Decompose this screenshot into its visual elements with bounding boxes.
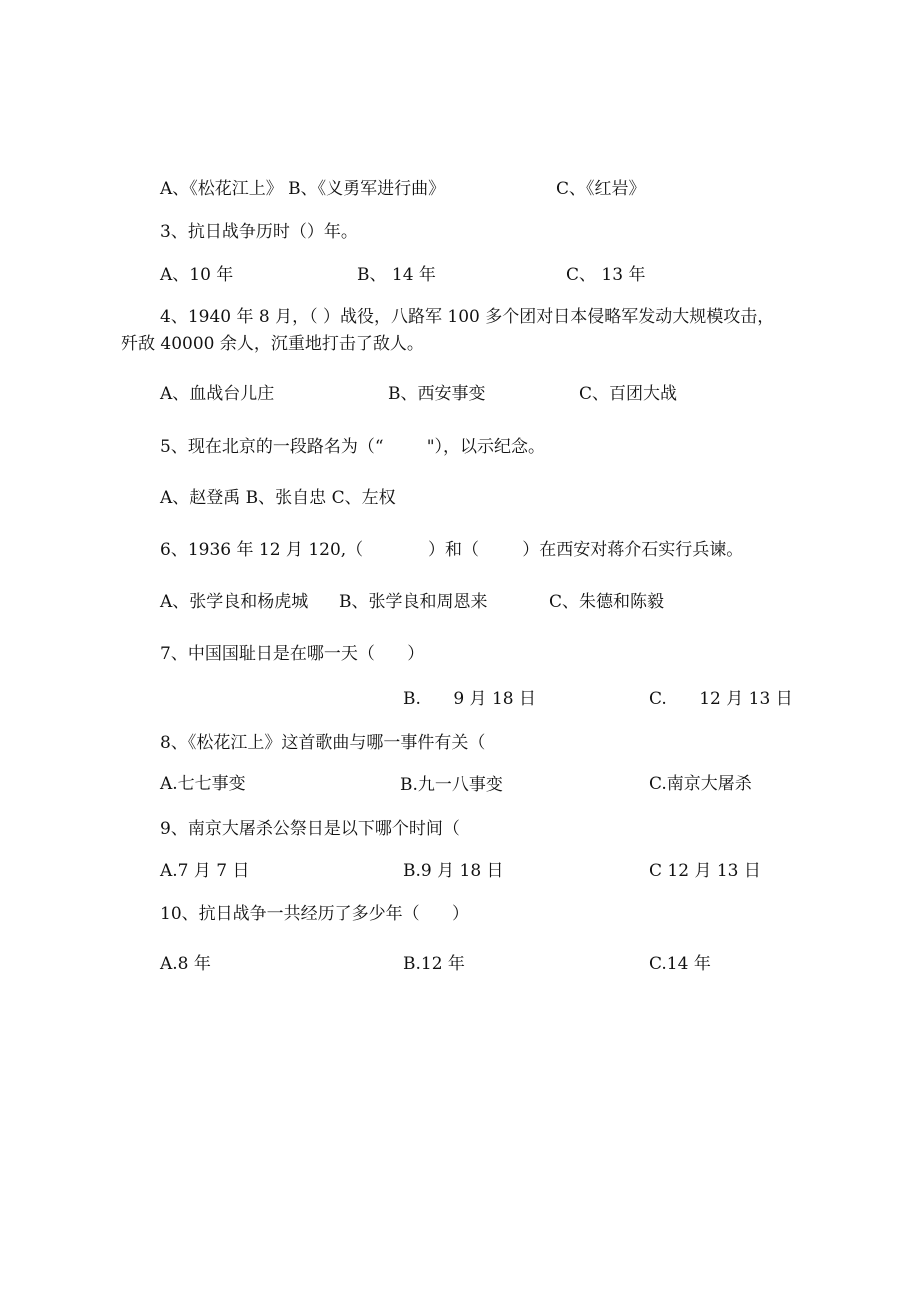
q8-option-b: B.九一八事变 bbox=[400, 775, 503, 795]
q9-stem: 9、南京大屠杀公祭日是以下哪个时间（ bbox=[160, 819, 460, 839]
q3-option-c: C、 13 年 bbox=[566, 265, 646, 285]
q2-option-c: C、《红岩》 bbox=[556, 179, 646, 199]
q5-stem: 5、现在北京的一段路名为（“ "），以示纪念。 bbox=[160, 437, 546, 457]
q3-option-b: B、 14 年 bbox=[357, 265, 436, 285]
q10-option-b: B.12 年 bbox=[403, 954, 465, 974]
q8-option-a: A.七七事变 bbox=[160, 774, 246, 794]
q7-stem: 7、中国国耻日是在哪一天（ ） bbox=[160, 644, 425, 664]
q4-stem-line1: 4、1940 年 8 月，（ ）战役，八路军 100 多个团对日本侵略军发动大规模攻击， bbox=[160, 307, 775, 327]
q3-option-a: A、10 年 bbox=[160, 265, 234, 285]
q7-option-c: C. 12 月 13 日 bbox=[649, 689, 793, 709]
q6-option-b: B、张学良和周恩来 bbox=[339, 592, 488, 612]
q10-stem: 10、抗日战争一共经历了多少年（ ） bbox=[160, 904, 470, 924]
q10-option-c: C.14 年 bbox=[649, 954, 711, 974]
q4-option-c: C、百团大战 bbox=[579, 384, 678, 404]
q5-options: A、赵登禹 B、张自忠 C、左权 bbox=[160, 488, 396, 508]
q3-stem: 3、抗日战争历时（）年。 bbox=[160, 222, 358, 242]
q4-option-a: A、血战台儿庄 bbox=[160, 384, 275, 404]
q6-stem: 6、1936 年 12 月 120,（ ）和（ ）在西安对蒋介石实行兵谏。 bbox=[160, 540, 744, 560]
q7-option-b: B. 9 月 18 日 bbox=[403, 689, 536, 709]
q4-stem-line2: 歼敌 40000 余人，沉重地打击了敌人。 bbox=[121, 334, 424, 354]
q9-option-a: A.7 月 7 日 bbox=[160, 861, 250, 881]
q8-option-c: C.南京大屠杀 bbox=[649, 774, 752, 794]
q6-option-c: C、朱德和陈毅 bbox=[549, 592, 665, 612]
q2-option-ab: A、《松花江上》 B、《义勇军进行曲》 bbox=[160, 179, 446, 199]
q10-option-a: A.8 年 bbox=[160, 954, 211, 974]
q6-option-a: A、张学良和杨虎城 bbox=[160, 592, 309, 612]
q9-option-b: B.9 月 18 日 bbox=[403, 861, 504, 881]
q9-option-c: C 12 月 13 日 bbox=[649, 861, 761, 881]
q4-option-b: B、西安事变 bbox=[388, 384, 486, 404]
q8-stem: 8、《松花江上》这首歌曲与哪一事件有关（ bbox=[160, 733, 486, 753]
